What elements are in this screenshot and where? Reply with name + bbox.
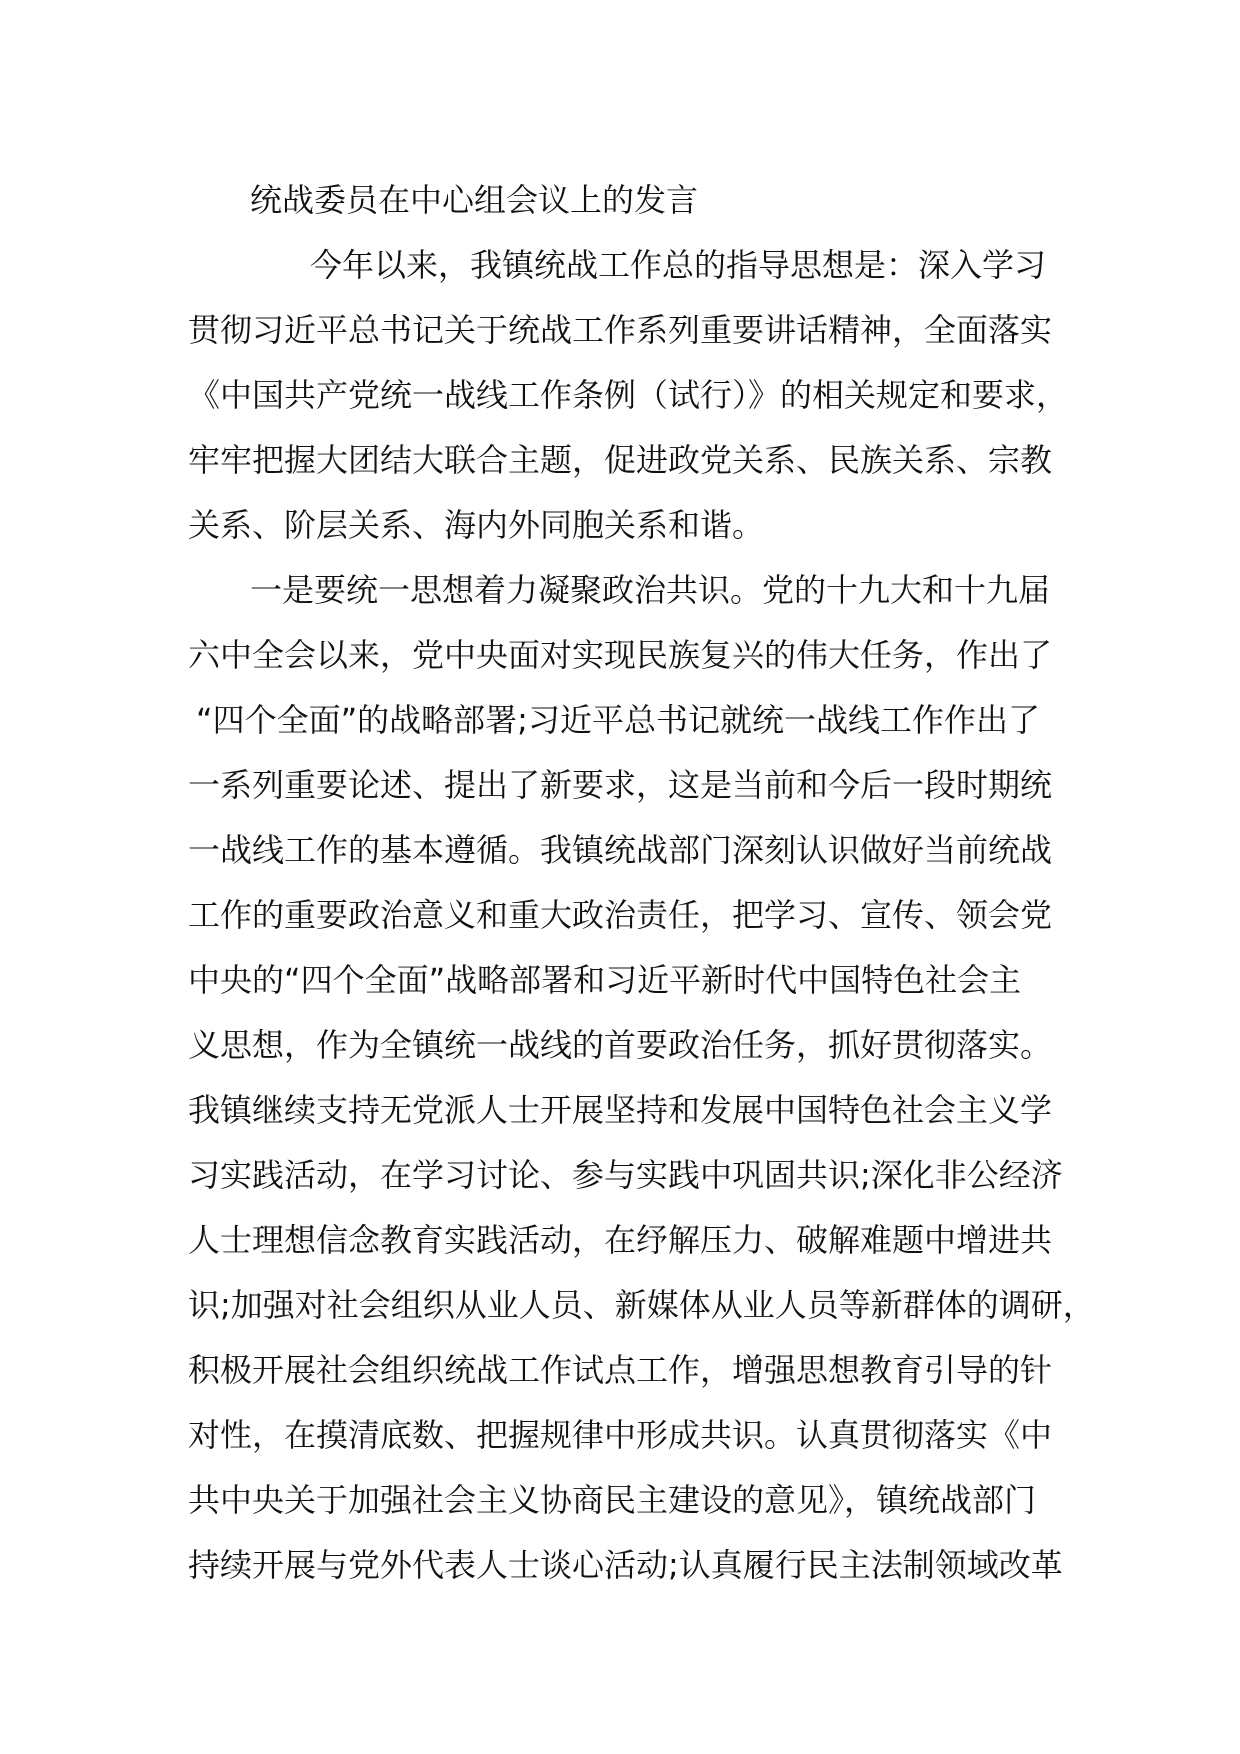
text-line: 积极开展社会组织统战工作试点工作，增强思想教育引导的针 [188, 1351, 1053, 1389]
text-line: 对性，在摸清底数、把握规律中形成共识。认真贯彻落实《中 [188, 1416, 1053, 1454]
text-line: 关系、阶层关系、海内外同胞关系和谐。 [188, 506, 765, 544]
text-line: 一是要统一思想着力凝聚政治共识。党的十九大和十九届 [250, 571, 1051, 609]
paragraph-2 [188, 558, 1095, 1598]
text-line: 我镇继续支持无党派人士开展坚持和发展中国特色社会主义学 [188, 1091, 1053, 1129]
text-line: 今年以来，我镇统战工作总的指导思想是：深入学习 [310, 246, 1047, 284]
document-title: 统战委员在中心组会议上的发言 [250, 181, 699, 219]
document-body [188, 168, 1095, 1598]
text-line: 工作的重要政治意义和重大政治责任，把学习、宣传、领会党 [188, 896, 1053, 934]
text-line: 一系列重要论述、提出了新要求，这是当前和今后一段时期统 [188, 766, 1053, 804]
text-line: 习实践活动，在学习讨论、参与实践中巩固共识;深化非公经济 [188, 1156, 1063, 1194]
text-line: 《中国共产党统一战线工作条例（试行）》的相关规定和要求， [188, 376, 1069, 414]
text-line: 共中央关于加强社会主义协商民主建设的意见》，镇统战部门 [188, 1481, 1037, 1519]
text-line: 识;加强对社会组织从业人员、新媒体从业人员等新群体的调研， [188, 1286, 1095, 1324]
text-line: 贯彻习近平总书记关于统战工作系列重要讲话精神，全面落实 [188, 311, 1053, 349]
paragraph-1 [188, 233, 1088, 558]
text-line: 中央的“四个全面”战略部署和习近平新时代中国特色社会主 [188, 961, 1022, 999]
text-line: 人士理想信念教育实践活动，在纾解压力、破解难题中增进共 [188, 1221, 1053, 1259]
text-line: 一战线工作的基本遵循。我镇统战部门深刻认识做好当前统战 [188, 831, 1053, 869]
text-line: 六中全会以来，党中央面对实现民族复兴的伟大任务，作出了 [188, 636, 1053, 674]
text-line: 牢牢把握大团结大联合主题，促进政党关系、民族关系、宗教 [188, 441, 1053, 479]
text-line: 义思想，作为全镇统一战线的首要政治任务，抓好贯彻落实。 [188, 1026, 1053, 1064]
text-line: 持续开展与党外代表人士谈心活动;认真履行民主法制领域改革 [188, 1546, 1063, 1584]
text-line: “四个全面”的战略部署;习近平总书记就统一战线工作作出了 [196, 701, 1040, 739]
